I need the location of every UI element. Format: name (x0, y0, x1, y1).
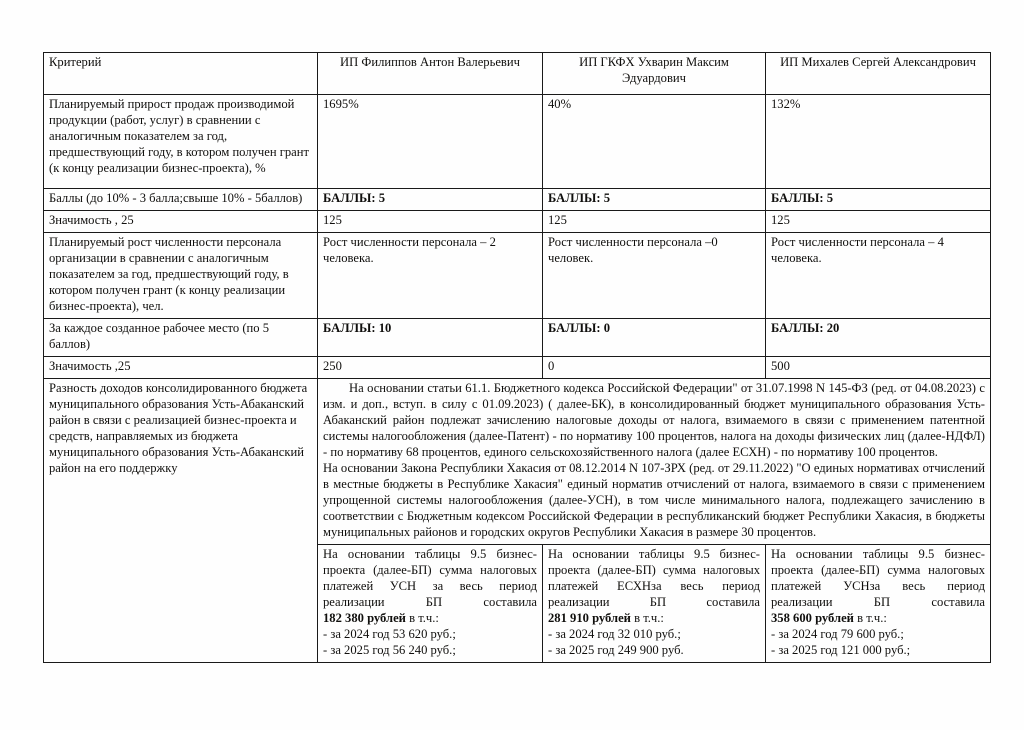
row-value-staff-growth-2: Рост численности персонала –0 человек. (543, 232, 766, 318)
row-value-staff-growth-1: Рост численности персонала – 2 человека. (318, 232, 543, 318)
row-value-significance-sales-3: 125 (766, 210, 991, 232)
tax-detail-intro-2: На основании таблицы 9.5 бизнес-проекта (далее-БП) сумма налоговых платежей ЕСХНза весь период реализации БП составила 281 910 рублей в т.ч.: (548, 546, 760, 625)
row-value-significance-sales-2: 125 (543, 210, 766, 232)
row-value-staff-growth-3: Рост численности персонала – 4 человека. (766, 232, 991, 318)
table-row-budget-difference (44, 378, 991, 544)
tax-detail-cell-2 (543, 544, 766, 662)
tax-detail-amount-3: 358 600 рублей (771, 610, 854, 625)
row-criterion-staff-growth: Планируемый рост численности персонала организации в сравнении с аналогичным показателем за год, предшествующий году, в котором получен грант (к концу реализации бизнес-проекта), чел. (44, 232, 318, 318)
row-criterion-points-sales: Баллы (до 10% - 3 балла;свыше 10% - 5баллов) (44, 189, 318, 211)
table-header-row (44, 53, 991, 95)
row-value-points-sales-2: БАЛЛЫ: 5 (543, 189, 766, 211)
tax-detail-intro-1: На основании таблицы 9.5 бизнес-проекта (далее-БП) сумма налоговых платежей УСН за весь период реализации БП составила 182 380 рублей в т.ч.: (323, 546, 537, 625)
row-value-sales-growth-3: 132% (766, 95, 991, 189)
tax-detail-cell-1 (318, 544, 543, 662)
column-header-applicant-2: ИП ГКФХ Ухварин Максим Эдуардович (543, 53, 766, 95)
row-value-significance-sales-1: 125 (318, 210, 543, 232)
table-row (44, 189, 991, 211)
tax-detail-cell-3 (766, 544, 991, 662)
tax-detail-line-3-2025: - за 2025 год 121 000 руб.; (771, 642, 911, 657)
legal-notes-cell (318, 378, 991, 544)
tax-detail-line-1-2024: - за 2024 год 53 620 руб.; (323, 626, 456, 641)
legal-note-2: На основании Закона Республики Хакасия от 08.12.2014 N 107-ЗРХ (ред. от 29.11.2022) "О единых нормативах отчислений в местные бюджеты в Республике Хакасия" единый норматив отчислений от налога, взимаемого в связи с применением упрощенной системы налогообложения (далее-УСН), в том числе минимального налога, подлежащего зачислению в соответствии с Бюджетным кодексом Российской Федерации в республиканский бюджет Республики Хакасия, в бюджеты муниципальных районов и городских округов Республики Хакасия в размере 30 процентов. (323, 460, 985, 539)
tax-detail-amount-suffix-2: в т.ч.: (630, 610, 664, 625)
row-criterion-significance-workplace: Значимость ,25 (44, 356, 318, 378)
table-row (44, 210, 991, 232)
column-header-criterion: Критерий (44, 53, 318, 95)
table-row (44, 356, 991, 378)
column-header-applicant-1: ИП Филиппов Антон Валерьевич (318, 53, 543, 95)
row-criterion-points-workplace: За каждое созданное рабочее место (по 5 баллов) (44, 318, 318, 356)
tax-detail-intro-3: На основании таблицы 9.5 бизнес-проекта (далее-БП) сумма налоговых платежей УСНза весь период реализации БП составила 358 600 рублей в т.ч.: (771, 546, 985, 625)
tax-detail-line-3-2024: - за 2024 год 79 600 руб.; (771, 626, 904, 641)
table-row (44, 232, 991, 318)
row-value-significance-workplace-3: 500 (766, 356, 991, 378)
tax-detail-amount-2: 281 910 рублей (548, 610, 631, 625)
row-value-points-workplace-3: БАЛЛЫ: 20 (766, 318, 991, 356)
tax-detail-amount-1: 182 380 рублей (323, 610, 406, 625)
row-criterion-significance-sales: Значимость , 25 (44, 210, 318, 232)
evaluation-table (43, 52, 991, 663)
tax-detail-line-2-2025: - за 2025 год 249 900 руб. (548, 642, 684, 657)
row-value-points-sales-3: БАЛЛЫ: 5 (766, 189, 991, 211)
legal-note-1: На основании статьи 61.1. Бюджетного кодекса Российской Федерации" от 31.07.1998 N 145-ФЗ (ред. от 04.08.2023) с изм. и доп., вступ. в силу с 01.09.2023) ( далее-БК), в консолидированный бюджет муниципального образования Усть-Абаканский район подлежат зачислению налоговые доходы от налога, взимаемого в связи с применением патентной системы налогообложения (далее-Патент) - по нормативу 100 процентов, налога на доходы физических лиц (далее-НДФЛ) - по нормативу 68 процентов, единого сельскохозяйственного налога (далее ЕСХН) - по нормативу 100 процентов. (323, 380, 985, 459)
tax-detail-amount-suffix-1: в т.ч.: (405, 610, 439, 625)
row-criterion-budget-difference: Разность доходов консолидированного бюджета муниципального образования Усть-Абаканский район в связи с реализацией бизнес-проекта и средств, направляемых из бюджета муниципального образования Усть-Абаканский район на его поддержку (44, 378, 318, 662)
row-value-sales-growth-1: 1695% (318, 95, 543, 189)
table-row (44, 318, 991, 356)
row-value-points-sales-1: БАЛЛЫ: 5 (318, 189, 543, 211)
tax-detail-line-2-2024: - за 2024 год 32 010 руб.; (548, 626, 681, 641)
row-value-significance-workplace-2: 0 (543, 356, 766, 378)
table-row (44, 95, 991, 189)
row-value-significance-workplace-1: 250 (318, 356, 543, 378)
row-value-points-workplace-2: БАЛЛЫ: 0 (543, 318, 766, 356)
row-criterion-sales-growth: Планируемый прирост продаж производимой продукции (работ, услуг) в сравнении с аналогичным показателем за год, предшествующий году, в котором получен грант (к концу реализации бизнес-проекта), % (44, 95, 318, 189)
tax-detail-amount-suffix-3: в т.ч.: (853, 610, 887, 625)
row-value-sales-growth-2: 40% (543, 95, 766, 189)
column-header-applicant-3: ИП Михалев Сергей Александрович (766, 53, 991, 95)
row-value-points-workplace-1: БАЛЛЫ: 10 (318, 318, 543, 356)
tax-detail-line-1-2025: - за 2025 год 56 240 руб.; (323, 642, 456, 657)
